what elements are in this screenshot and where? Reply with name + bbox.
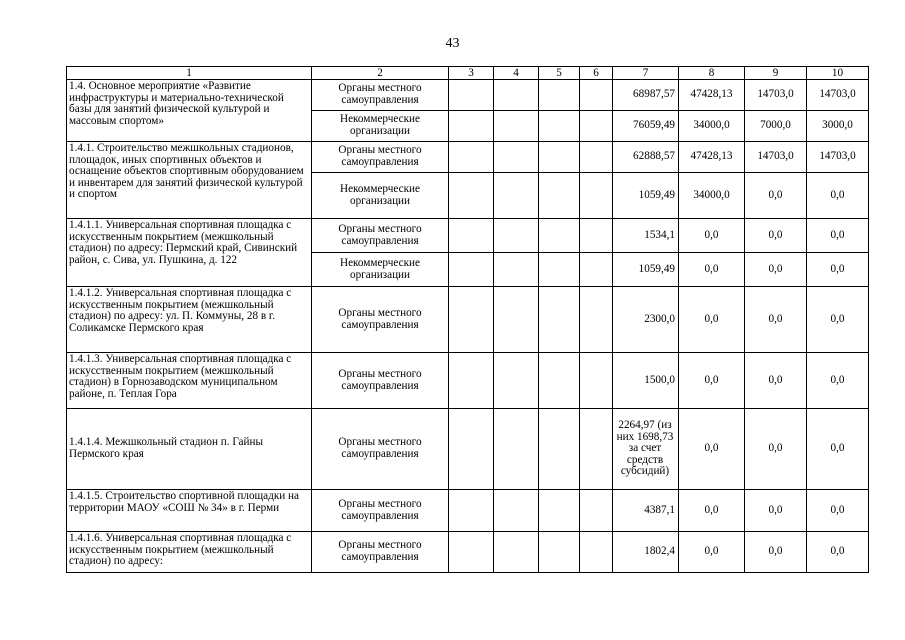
header-cell: 7 — [613, 67, 679, 80]
org-cell: Некоммерческие организации — [312, 111, 449, 142]
header-cell: 1 — [67, 67, 312, 80]
page-number: 43 — [445, 36, 460, 51]
header-cell: 9 — [745, 67, 807, 80]
header-cell: 5 — [539, 67, 580, 80]
table-row — [67, 490, 869, 532]
value-cell: 0,0 — [679, 219, 745, 253]
item-name: 1.4.1.2. Универсальная спортивная площадка с искусственным покрытием (межшкольный стадион) по адресу: ул. П. Коммуны, 28 в г. Соликамске Пермского края — [67, 287, 312, 353]
org-cell: Органы местного самоуправления — [312, 80, 449, 111]
value-cell: 14703,0 — [745, 142, 807, 173]
table-row — [67, 353, 869, 409]
value-cell: 0,0 — [807, 219, 869, 253]
value-cell: 14703,0 — [807, 142, 869, 173]
value-cell: 0,0 — [807, 173, 869, 219]
value-cell: 34000,0 — [679, 173, 745, 219]
value-cell: 0,0 — [807, 353, 869, 409]
table-row — [67, 287, 869, 353]
org-cell: Органы местного самоуправления — [312, 409, 449, 490]
header-cell: 6 — [580, 67, 613, 80]
value-cell: 0,0 — [807, 253, 869, 287]
item-name: 1.4.1.3. Универсальная спортивная площадка с искусственным покрытием (межшкольный стадион) в Горнозаводском муниципальном районе, п. Теплая Гора — [67, 353, 312, 409]
value-cell: 76059,49 — [613, 111, 679, 142]
value-cell: 1534,1 — [613, 219, 679, 253]
item-name: 1.4.1.5. Строительство спортивной площадки на территории МАОУ «СОШ № 34» в г. Перми — [67, 490, 312, 532]
table-row — [67, 219, 869, 253]
value-cell: 47428,13 — [679, 80, 745, 111]
item-name: 1.4.1.1. Универсальная спортивная площадка с искусственным покрытием (межшкольный стадион) по адресу: Пермский край, Сивинский район, с. Сива, ул. Пушкина, д. 122 — [67, 219, 312, 287]
value-cell: 0,0 — [745, 409, 807, 490]
org-cell: Некоммерческие организации — [312, 253, 449, 287]
value-cell: 1500,0 — [613, 353, 679, 409]
value-cell: 0,0 — [679, 490, 745, 532]
value-cell: 0,0 — [745, 253, 807, 287]
org-cell: Органы местного самоуправления — [312, 142, 449, 173]
value-cell: 0,0 — [745, 532, 807, 573]
item-name: 1.4.1. Строительство межшкольных стадионов, площадок, иных спортивных объектов и оснащение объектов спортивным оборудованием и инвентарем для занятий физической культурой и спортом — [67, 142, 312, 219]
table-row — [67, 409, 869, 490]
header-cell: 8 — [679, 67, 745, 80]
value-cell: 68987,57 — [613, 80, 679, 111]
header-cell: 2 — [312, 67, 449, 80]
item-name: 1.4.1.6. Универсальная спортивная площадка с искусственным покрытием (межшкольный стадион) по адресу: — [67, 532, 312, 573]
value-cell: 7000,0 — [745, 111, 807, 142]
value-cell: 34000,0 — [679, 111, 745, 142]
org-cell: Органы местного самоуправления — [312, 532, 449, 573]
value-cell: 0,0 — [807, 490, 869, 532]
value-cell: 0,0 — [745, 353, 807, 409]
budget-table — [66, 66, 869, 573]
value-cell: 47428,13 — [679, 142, 745, 173]
header-cell: 10 — [807, 67, 869, 80]
value-cell: 0,0 — [679, 287, 745, 353]
value-cell: 62888,57 — [613, 142, 679, 173]
org-cell: Органы местного самоуправления — [312, 490, 449, 532]
header-row — [67, 67, 869, 80]
org-cell: Некоммерческие организации — [312, 173, 449, 219]
item-name: 1.4.1.4. Межшкольный стадион п. Гайны Пермского края — [67, 409, 312, 490]
table-row — [67, 532, 869, 573]
value-cell: 0,0 — [745, 219, 807, 253]
value-cell: 4387,1 — [613, 490, 679, 532]
value-cell: 0,0 — [745, 490, 807, 532]
value-cell: 3000,0 — [807, 111, 869, 142]
value-cell: 0,0 — [807, 532, 869, 573]
table-row — [67, 80, 869, 111]
value-cell: 2264,97 (из них 1698,73 за счет средств субсидий) — [613, 409, 679, 490]
value-cell: 0,0 — [679, 353, 745, 409]
value-cell: 0,0 — [679, 253, 745, 287]
header-cell: 3 — [449, 67, 494, 80]
value-cell: 0,0 — [745, 173, 807, 219]
org-cell: Органы местного самоуправления — [312, 219, 449, 253]
value-cell: 0,0 — [745, 287, 807, 353]
header-cell: 4 — [494, 67, 539, 80]
value-cell: 1802,4 — [613, 532, 679, 573]
value-cell: 0,0 — [679, 409, 745, 490]
org-cell: Органы местного самоуправления — [312, 287, 449, 353]
value-cell: 14703,0 — [745, 80, 807, 111]
table-row — [67, 142, 869, 173]
value-cell: 1059,49 — [613, 253, 679, 287]
value-cell: 14703,0 — [807, 80, 869, 111]
value-cell: 0,0 — [679, 532, 745, 573]
value-cell: 0,0 — [807, 409, 869, 490]
value-cell: 2300,0 — [613, 287, 679, 353]
value-cell: 0,0 — [807, 287, 869, 353]
org-cell: Органы местного самоуправления — [312, 353, 449, 409]
item-name: 1.4. Основное мероприятие «Развитие инфраструктуры и материально-технической базы для занятий физической культурой и массовым спортом» — [67, 80, 312, 142]
value-cell: 1059,49 — [613, 173, 679, 219]
